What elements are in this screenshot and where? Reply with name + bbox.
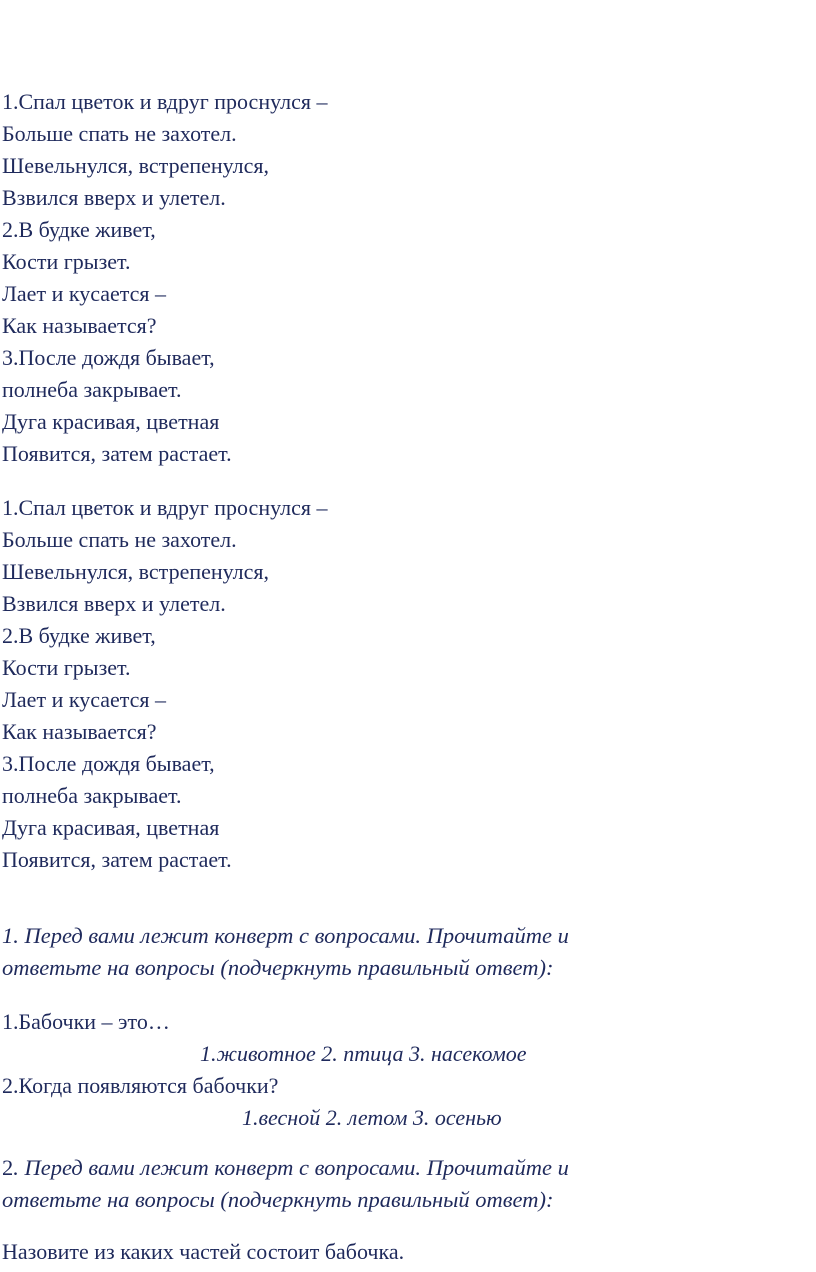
riddle-line: Дуга красивая, цветная (2, 815, 220, 840)
riddle-line: Лает и кусается – (2, 281, 167, 306)
riddle-line: Больше спать не захотел. (2, 121, 237, 146)
task-2-number: 2 (2, 1155, 14, 1180)
riddle-line: Появится, затем растает. (2, 847, 232, 872)
riddle-line: Как называется? (2, 719, 157, 744)
riddle-line: Дуга красивая, цветная (2, 409, 220, 434)
riddle-line: 3.После дождя бывает, (2, 751, 215, 776)
riddle-line: Больше спать не захотел. (2, 527, 237, 552)
question-1-answers: 1.животное 2. птица 3. насекомое (200, 1041, 527, 1066)
task-2-instructions (2, 1152, 802, 1216)
task-2-line-2: ответьте на вопросы (подчеркнуть правильный ответ): (2, 1187, 554, 1212)
question-2: 2.Когда появляются бабочки? (2, 1073, 279, 1098)
riddle-line: Кости грызет. (2, 655, 131, 680)
task-1-line-1: 1. Перед вами лежит конверт с вопросами. Прочитайте и (2, 923, 569, 948)
riddles-block-1 (2, 86, 802, 470)
riddle-line: Взвился вверх и улетел. (2, 185, 226, 210)
riddle-line: 3.После дождя бывает, (2, 345, 215, 370)
riddle-line: полнеба закрывает. (2, 377, 182, 402)
riddle-line: Как называется? (2, 313, 157, 338)
riddles-block-2 (2, 492, 802, 876)
question-1: 1.Бабочки – это… (2, 1009, 170, 1034)
final-question: Назовите из каких частей состоит бабочка. (2, 1239, 405, 1264)
task-2-line-1-text: . Перед вами лежит конверт с вопросами. Прочитайте и (13, 1155, 569, 1180)
riddle-line: Шевельнулся, встрепенулся, (2, 153, 270, 178)
riddle-line: Лает и кусается – (2, 687, 167, 712)
question-2-answers: 1.весной 2. летом 3. осенью (242, 1105, 502, 1130)
riddle-line: 1.Спал цветок и вдруг проснулся – (2, 495, 328, 520)
riddle-line: Взвился вверх и улетел. (2, 591, 226, 616)
task-1-line-2: ответьте на вопросы (подчеркнуть правильный ответ): (2, 955, 554, 980)
riddle-line: Шевельнулся, встрепенулся, (2, 559, 270, 584)
riddle-line: 1.Спал цветок и вдруг проснулся – (2, 89, 328, 114)
final-question-block (2, 1236, 802, 1268)
riddle-line: Кости грызет. (2, 249, 131, 274)
riddle-line: 2.В будке живет, (2, 217, 156, 242)
riddle-line: 2.В будке живет, (2, 623, 156, 648)
riddle-line: полнеба закрывает. (2, 783, 182, 808)
task-1-instructions (2, 920, 802, 984)
riddle-line: Появится, затем растает. (2, 441, 232, 466)
quiz-questions (2, 1006, 802, 1134)
task-2-line-1 (2, 1152, 802, 1184)
